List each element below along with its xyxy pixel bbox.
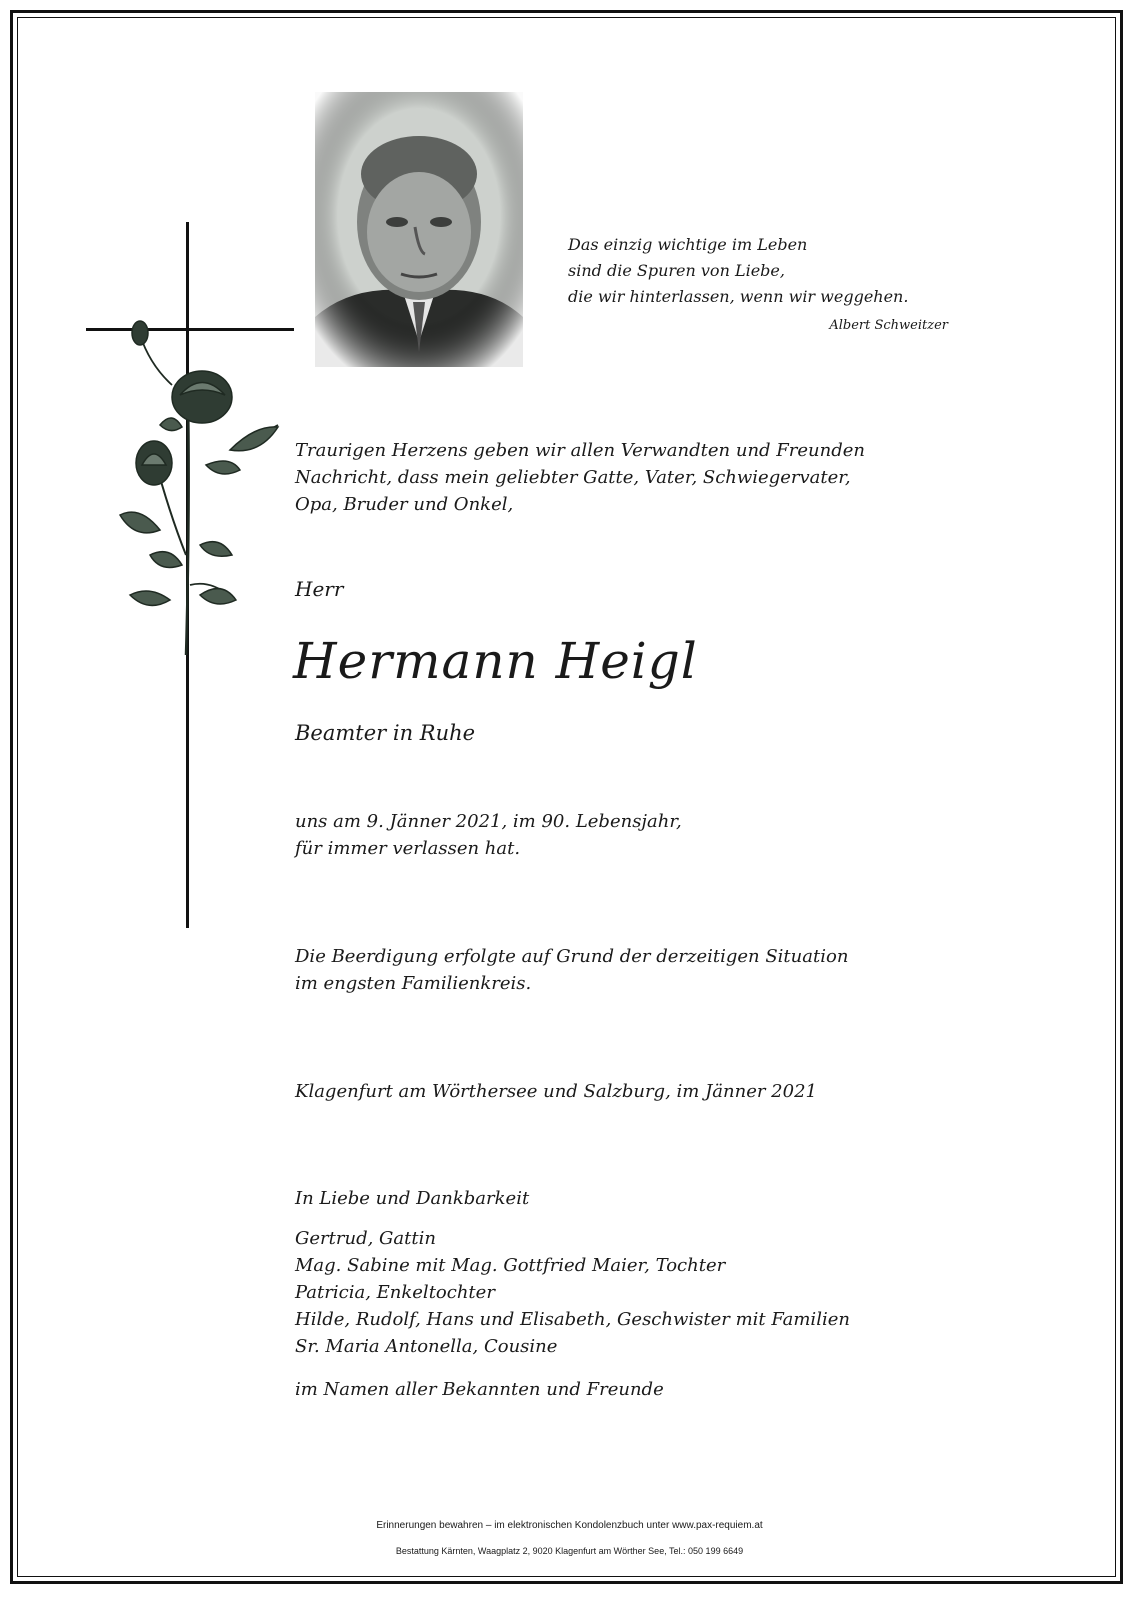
place-date: Klagenfurt am Wörthersee und Salzburg, im Jänner 2021 [295, 1081, 817, 1102]
rose-icon [110, 315, 290, 675]
deceased-name: Hermann Heigl [293, 632, 698, 690]
mourners-list: Gertrud, Gattin Mag. Sabine mit Mag. Gottfried Maier, Tochter Patricia, Enkeltochter Hilde, Rudolf, Hans und Elisabeth, Geschwister mit Familien Sr. Maria Antonella, Cousine [295, 1228, 850, 1357]
footer-line-2: Bestattung Kärnten, Waagplatz 2, 9020 Klagenfurt am Wörther See, Tel.: 050 199 6649 [395, 1546, 744, 1556]
intro-text: Traurigen Herzens geben wir allen Verwandten und Freunden Nachricht, dass mein geliebter Gatte, Vater, Schwiegervater, Opa, Bruder und Onkel, [295, 440, 865, 515]
funeral-notice: Die Beerdigung erfolgte auf Grund der derzeitigen Situation im engsten Familienkreis. [295, 946, 849, 994]
portrait-photo [315, 92, 523, 367]
quote-author: Albert Schweitzer [829, 318, 948, 333]
quote-line: Das einzig wichtige im Leben [568, 235, 808, 254]
final-line: im Namen aller Bekannten und Freunde [295, 1379, 664, 1400]
quote-line: die wir hinterlassen, wenn wir weggehen. [568, 287, 909, 306]
death-notice: uns am 9. Jänner 2021, im 90. Lebensjahr, für immer verlassen hat. [295, 811, 682, 859]
quote [568, 232, 948, 310]
quote-line: sind die Spuren von Liebe, [568, 261, 785, 280]
salutation: Herr [295, 577, 344, 601]
closing-line: In Liebe und Dankbarkeit [295, 1188, 530, 1209]
occupation: Beamter in Ruhe [295, 721, 476, 745]
footer-line-1: Erinnerungen bewahren – im elektronischen Kondolenzbuch unter www.pax-requiem.at [376, 1520, 763, 1531]
